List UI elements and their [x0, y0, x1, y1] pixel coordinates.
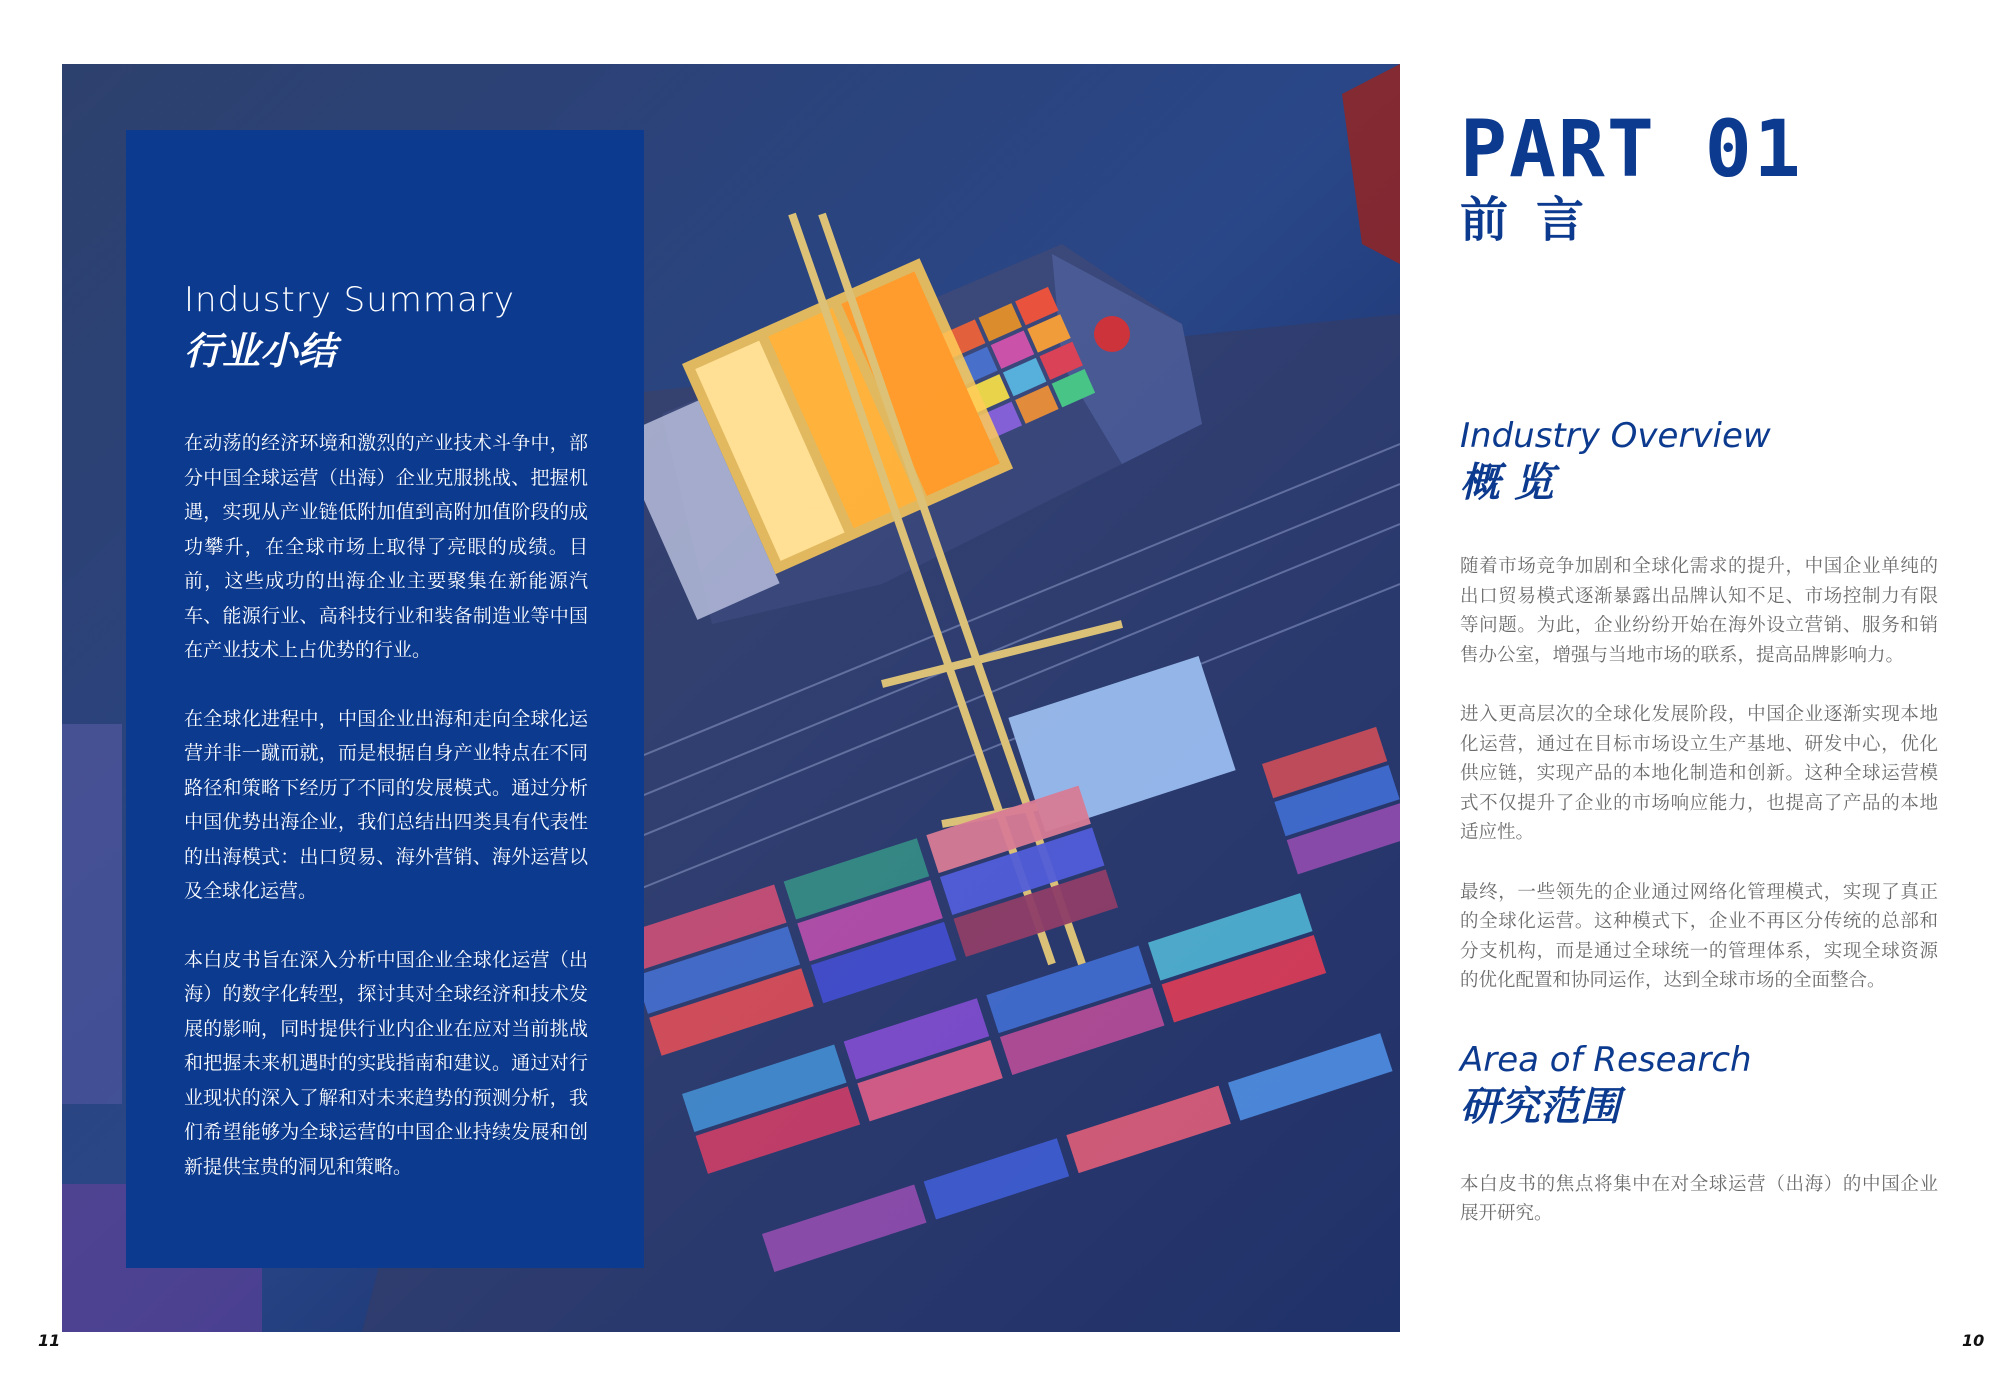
overview-paragraph: 随着市场竞争加剧和全球化需求的提升，中国企业单纯的出口贸易模式逐渐暴露出品牌认知不足、市场控制力有限等问题。为此，企业纷纷开始在海外设立营销、服务和销售办公室，增强与当地市场的联系，提高品牌影响力。	[1460, 556, 1938, 666]
part-title-zh: 前言	[1460, 192, 1613, 248]
overview-title-en: Industry Overview	[1460, 416, 1771, 456]
summary-title-en: Industry Summary	[184, 280, 515, 320]
page-number-left: 11	[38, 1331, 61, 1350]
right-column	[1460, 105, 1938, 1229]
overview-paragraph: 进入更高层次的全球化发展阶段，中国企业逐渐实现本地化运营，通过在目标市场设立生产基地、研发中心，优化供应链，实现产品的本地化制造和创新。这种全球运营模式不仅提升了企业的市场响应能力，也提高了产品的本地适应性。	[1460, 704, 1938, 843]
industry-summary-panel	[126, 130, 644, 1268]
research-paragraph: 本白皮书的焦点将集中在对全球运营（出海）的中国企业展开研究。	[1460, 1173, 1938, 1224]
part-label: PART 01	[1460, 105, 1803, 195]
research-title-en: Area of Research	[1460, 1039, 1752, 1080]
overview-title-zh: 概 览	[1460, 460, 1554, 506]
summary-title-zh: 行业小结	[184, 329, 337, 373]
summary-paragraph: 本白皮书旨在深入分析中国企业全球化运营（出海）的数字化转型，探讨其对全球经济和技术发展的影响，同时提供行业内企业在应对当前挑战和把握未来机遇时的实践指南和建议。通过对行业现状的深入了解和对未来趋势的预测分析，我们希望能够为全球运营的中国企业持续发展和创新提供宝贵的洞见和策略。	[184, 948, 588, 1178]
summary-paragraph: 在动荡的经济环境和激烈的产业技术斗争中，部分中国全球运营（出海）企业克服挑战、把握机遇，实现从产业链低附加值到高附加值阶段的成功攀升，在全球市场上取得了亮眼的成绩。目前，这些成功的出海企业主要聚集在新能源汽车、能源行业、高科技行业和装备制造业等中国在产业技术上占优势的行业。	[184, 432, 588, 661]
summary-paragraph: 在全球化进程中，中国企业出海和走向全球化运营并非一蹴而就，而是根据自身产业特点在不同路径和策略下经历了不同的发展模式。通过分析中国优势出海企业，我们总结出四类具有代表性的出海模式：出口贸易、海外营销、海外运营以及全球化运营。	[184, 707, 588, 902]
overview-paragraph: 最终，一些领先的企业通过网络化管理模式，实现了真正的全球化运营。这种模式下，企业不再区分传统的总部和分支机构，而是通过全球统一的管理体系，实现全球资源的优化配置和协同运作，达到全球市场的全面整合。	[1460, 881, 1938, 991]
research-title-zh: 研究范围	[1460, 1083, 1620, 1130]
page-number-right: 10	[1962, 1331, 1985, 1350]
